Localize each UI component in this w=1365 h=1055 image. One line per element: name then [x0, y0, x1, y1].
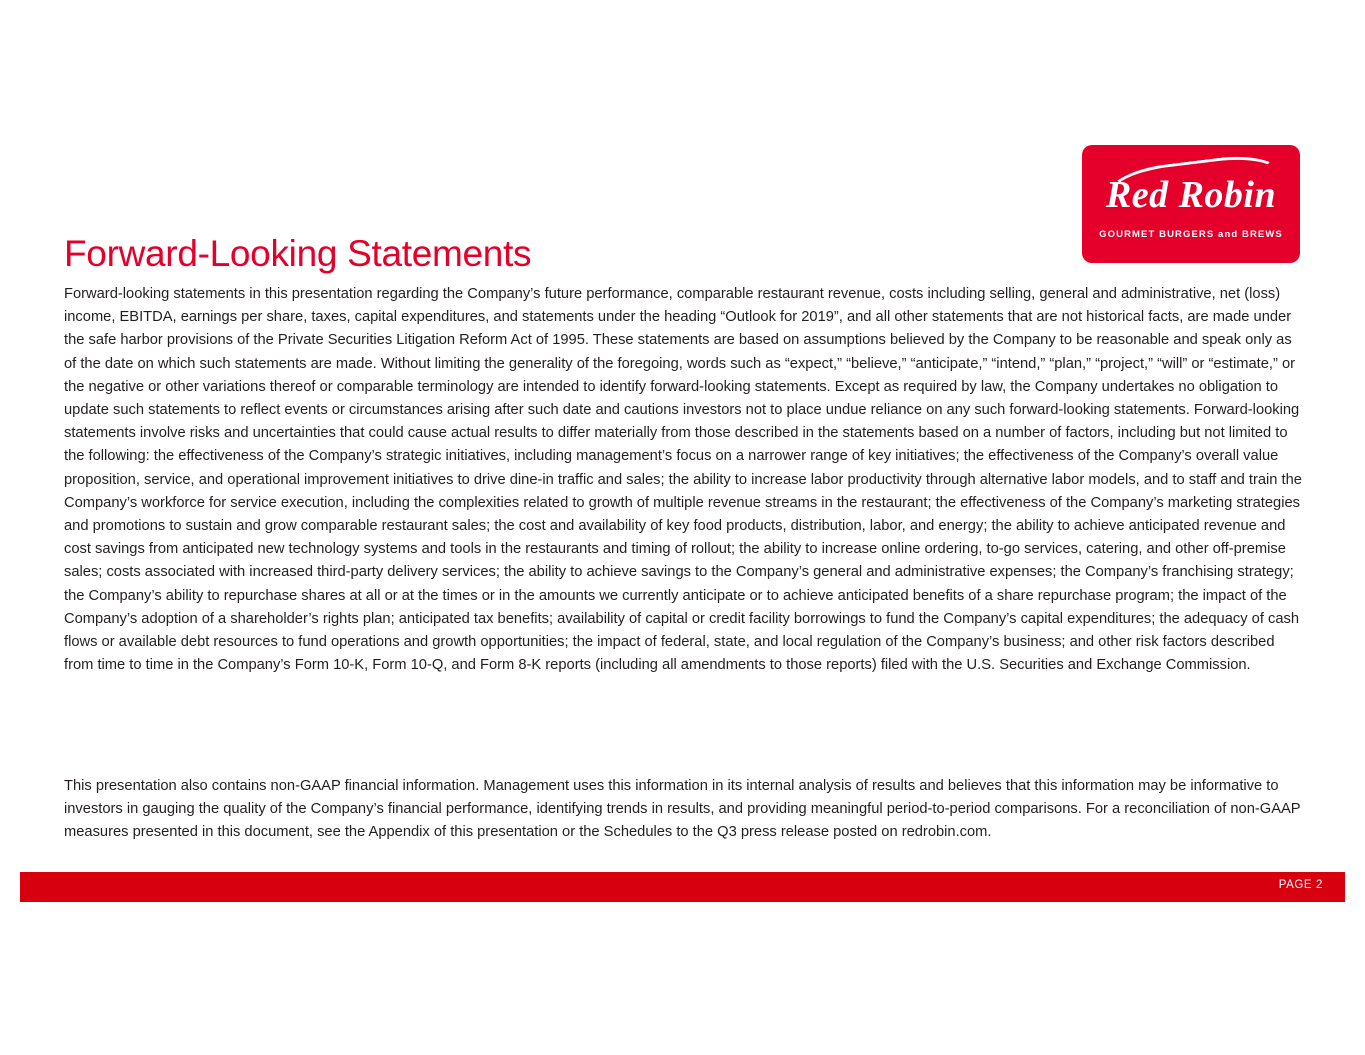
- red-robin-logo: [1082, 145, 1300, 263]
- footer-bar: [20, 872, 1345, 902]
- page-title: Forward-Looking Statements: [64, 232, 532, 274]
- logo-wordmark: Red Robin: [1105, 174, 1277, 216]
- page-number: PAGE 2: [1278, 879, 1323, 891]
- logo-tagline: GOURMET BURGERS and BREWS: [1099, 229, 1283, 240]
- non-gaap-paragraph: This presentation also contains non-GAAP financial information. Management uses this information in its internal analysis of results and believes that this information may be informative to investors in gauging the quality of the Company’s financial performance, identifying trends in results, and providing meaningful period-to-period comparisons. For a reconciliation of non-GAAP measures presented in this document, see the Appendix of this presentation or the Schedules to the Q3 press release posted on redrobin.com.: [64, 778, 1301, 841]
- forward-looking-paragraph: Forward-looking statements in this presentation regarding the Company’s future performance, comparable restaurant revenue, costs including selling, general and administrative, net (loss) income, EBITDA, earnings per share, taxes, capital expenditures, and statements under the heading “Outlook for 2019”, and all other statements that are not historical facts, are made under the safe harbor provisions of the Private Securities Litigation Reform Act of 1995. These statements are based on assumptions believed by the Company to be reasonable and speak only as of the date on which such statements are made. Without limiting the generality of the foregoing, words such as “expect,” “believe,” “anticipate,” “intend,” “plan,” “project,” “will” or “estimate,” or the negative or other variations thereof or comparable terminology are intended to identify forward-looking statements. Except as required by law, the Company undertakes no obligation to update such statements to reflect events or circumstances arising after such date and cautions investors not to place undue reliance on any such forward-looking statements. Forward-looking statements involve risks and uncertainties that could cause actual results to differ materially from those described in the statements based on a number of factors, including but not limited to the following: the effectiveness of the Company’s strategic initiatives, including management’s focus on a narrower range of key initiatives; the effectiveness of the Company’s overall value proposition, service, and operational improvement initiatives to drive dine-in traffic and sales; the ability to increase labor productivity through alternative labor models, and to staff and train the Company’s workforce for service execution, including the complexities related to growth of multiple revenue streams in the restaurant; the effectiveness of the Company’s marketing strategies and promotions to sustain and grow comparable restaurant sales; the cost and availability of key food products, distribution, labor, and energy; the ability to achieve anticipated revenue and cost savings from anticipated new technology systems and tools in the restaurants and timing of rollout; the ability to increase online ordering, to-go services, catering, and other off-premise sales; costs associated with increased third-party delivery services; the ability to achieve savings to the Company’s general and administrative expenses; the Company’s franchising strategy; the Company’s ability to repurchase shares at all or at the times or in the amounts we currently anticipate or to achieve anticipated benefits of a share repurchase program; the impact of the Company’s adoption of a shareholder’s rights plan; anticipated tax benefits; availability of capital or credit facility borrowings to fund the Company’s capital expenditures; the adequacy of cash flows or available debt resources to fund operations and growth opportunities; the impact of federal, state, and local regulation of the Company’s business; and other risk factors described from time to time in the Company’s Form 10-K, Form 10-Q, and Form 8-K reports (including all amendments to those reports) filed with the U.S. Securities and Exchange Commission.: [64, 286, 1302, 674]
